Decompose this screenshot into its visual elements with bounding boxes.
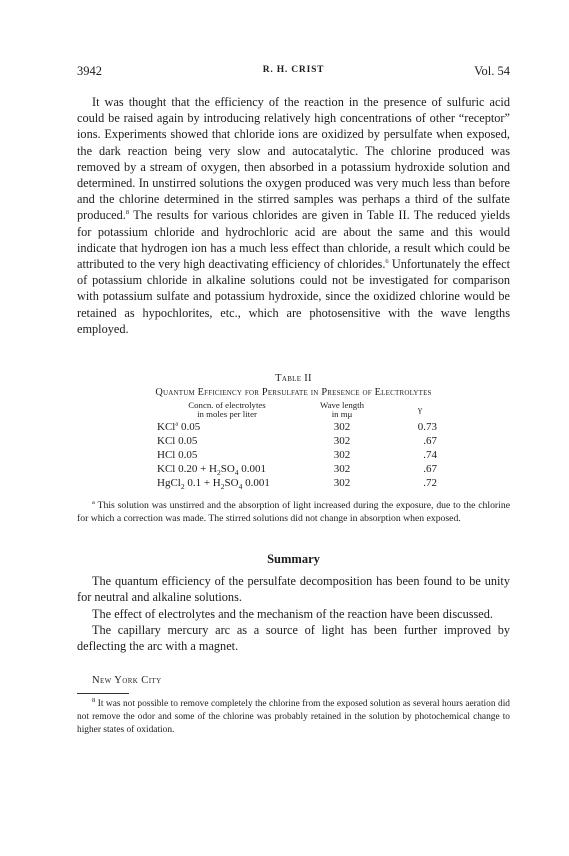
electrolyte-cell: KCl 0.05 [157, 435, 198, 447]
footnote-mark: 8 [92, 696, 96, 704]
electrolyte-cell: KCl$^a$ 0.05 [157, 420, 201, 433]
electrolyte-cell: HgCl$_2$ $0.1 + H_2SO_4$ 0.001 [157, 477, 270, 492]
summary-paragraph: The quantum efficiency of the persulfate decomposition has been found to be unity for neutral and alkaline solutions. [77, 574, 510, 605]
electrolyte-cell: KCl $0.20 + H_2SO_4$ 0.001 [157, 463, 267, 478]
paragraph-text: Unfortunately the effect of potassium chloride in alkaline solutions could not be investigated for comparison with potassium sulfate and potassium hydroxide, since the oxidized chlorine would be retained as hypochlorites, etc., which are photosensitive with the wave lengths employed. [77, 257, 510, 336]
author-location: New York City [92, 675, 162, 686]
wavelength-cell: 302 [333, 477, 351, 489]
table-title: Table II [275, 373, 312, 384]
header-line: Wave length [320, 400, 364, 410]
running-head: R. H. CRIST [262, 65, 325, 75]
footnote-text: This solution was unstirred and the absorption of light increased during the exposure, due to the chlorine for which a correction was made. The stirred solutions did not change in absorption when exposed. [77, 500, 510, 524]
header-line: in moles per liter [197, 408, 257, 419]
header-line: in mμ [331, 408, 353, 419]
summary-heading: Summary [267, 552, 320, 566]
footnote-ref: 8 [125, 209, 130, 217]
summary-paragraph: The capillary mercury arc as a source of light has been further improved by deflecting the arc with a magnet. [77, 622, 510, 654]
wavelength-cell: 302 [333, 421, 351, 433]
wavelength-cell: 302 [333, 435, 351, 447]
table-caption: Quantum Efficiency for Persulfate in Presence of Electrolytes [155, 387, 432, 398]
page-header [77, 64, 510, 80]
body-text [77, 94, 510, 337]
summary-section [77, 573, 510, 654]
table-row [0, 421, 569, 434]
table-footnote [77, 499, 510, 525]
page-number: 3942 [77, 64, 102, 78]
footnote-ref: 6 [385, 257, 389, 265]
header-line: Concn. of electrolytes [188, 400, 266, 410]
table-row [0, 449, 569, 462]
table-row [0, 463, 569, 476]
volume-label: Vol. 54 [474, 64, 510, 78]
summary-paragraph: The effect of electrolytes and the mechanism of the reaction have been discussed. [92, 606, 493, 621]
table-header-concentration [152, 401, 302, 418]
gamma-cell: .67 [423, 463, 437, 475]
gamma-cell: .67 [423, 435, 437, 447]
gamma-cell: .72 [423, 477, 437, 489]
table-header-gamma: γ [418, 404, 422, 414]
footnote [77, 698, 510, 736]
wavelength-cell: 302 [333, 463, 351, 475]
footnote-text: It was not possible to remove completely the chlorine from the exposed solution as several hours aeration did not remove the odor and some of the chlorine was probably retained in the solution by photochemical change to higher states of oxidation. [77, 699, 510, 735]
table-header-wavelength [312, 401, 372, 418]
gamma-cell: 0.73 [417, 421, 437, 433]
table-row [0, 477, 569, 490]
paragraph-text: It was thought that the efficiency of the reaction in the presence of sulfuric acid could be raised again by introducing relatively high concentrations of other “receptor” ions. Experiments showed that chloride ions are oxidized by persulfate when exposed, the dark reaction being very slow and autocatalytic. The chlorine produced was removed by a stream of oxygen, then absorbed in a potassium hydroxide solution and determined. In unstirred solutions the oxygen produced was very much less than before and the chlorine determined in the stirred samples was perhaps a third of the sulfate produced. [77, 95, 510, 223]
electrolyte-cell: HCl 0.05 [157, 449, 198, 461]
paragraph [77, 94, 510, 337]
gamma-cell: .74 [423, 449, 437, 461]
table-row [0, 435, 569, 448]
wavelength-cell: 302 [333, 449, 351, 461]
paragraph-text: The results for various chlorides are given in Table II. The reduced yields for potassium chloride and hydrochloric acid are about the same and this would indicate that hydrogen ion has a much less effect than chloride, a result which could be attributed to the very high deactivating efficiency of chlorides. [77, 208, 510, 272]
footnote-mark: a [92, 498, 95, 506]
footnote-divider [77, 693, 129, 694]
